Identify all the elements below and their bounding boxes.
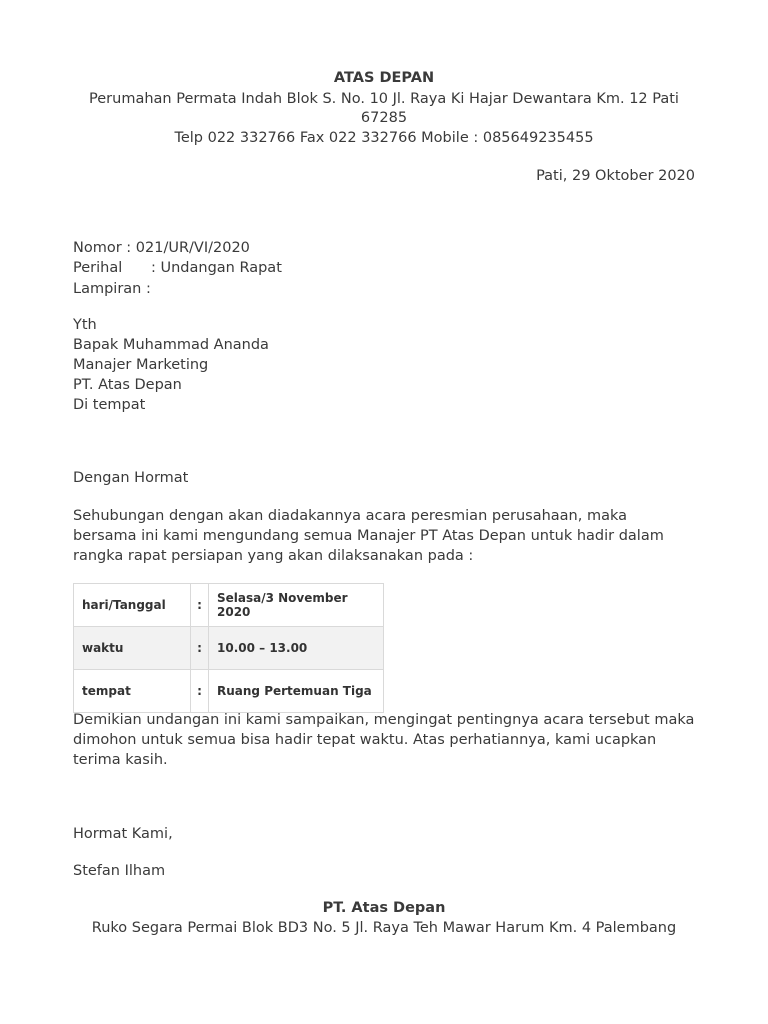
subject-value: : Undangan Rapat [151, 260, 282, 276]
schedule-separator: : [191, 627, 209, 670]
sign-off: Hormat Kami, [73, 826, 173, 842]
table-row [74, 584, 384, 627]
body-line: rangka rapat persiapan yang akan dilaksanakan pada : [73, 548, 474, 564]
schedule-value: Ruang Pertemuan Tiga [209, 670, 384, 713]
recipient-company: PT. Atas Depan [73, 377, 182, 393]
schedule-label: tempat [74, 670, 191, 713]
letter-date: Pati, 29 Oktober 2020 [536, 168, 695, 184]
recipient-yth: Yth [73, 317, 97, 333]
schedule-label: waktu [74, 627, 191, 670]
footer-company: PT. Atas Depan [322, 900, 446, 916]
schedule-separator: : [191, 670, 209, 713]
body-line: bersama ini kami mengundang semua Manajer PT Atas Depan untuk hadir dalam [73, 528, 664, 544]
closing-line: Demikian undangan ini kami sampaikan, mengingat pentingnya acara tersebut maka [73, 712, 695, 728]
subject-label: Perihal [73, 260, 123, 276]
letter-number: Nomor : 021/UR/VI/2020 [73, 240, 250, 256]
letterhead-contact: Telp 022 332766 Fax 022 332766 Mobile : 085649235455 [174, 130, 594, 146]
table-row [74, 670, 384, 713]
schedule-table [73, 583, 384, 713]
greeting: Dengan Hormat [73, 470, 189, 486]
letter-subject [73, 258, 282, 278]
letterhead-address-line2: 67285 [360, 110, 408, 126]
closing-line: terima kasih. [73, 752, 168, 768]
recipient-place: Di tempat [73, 397, 146, 413]
body-line: Sehubungan dengan akan diadakannya acara peresmian perusahaan, maka [73, 508, 627, 524]
letterhead-address-line1: Perumahan Permata Indah Blok S. No. 10 Jl. Raya Ki Hajar Dewantara Km. 12 Pati [89, 91, 679, 107]
closing-line: dimohon untuk semua bisa hadir tepat waktu. Atas perhatiannya, kami ucapkan [73, 732, 657, 748]
schedule-value: Selasa/3 November 2020 [209, 584, 384, 627]
signer-name: Stefan Ilham [73, 863, 166, 879]
table-row [74, 627, 384, 670]
footer-address: Ruko Segara Permai Blok BD3 No. 5 Jl. Raya Teh Mawar Harum Km. 4 Palembang [91, 920, 677, 936]
schedule-separator: : [191, 584, 209, 627]
schedule-label: hari/Tanggal [74, 584, 191, 627]
recipient-position: Manajer Marketing [73, 357, 209, 373]
letterhead-company: ATAS DEPAN [333, 70, 435, 86]
schedule-value: 10.00 – 13.00 [209, 627, 384, 670]
letter-attachment: Lampiran : [73, 281, 151, 297]
recipient-name: Bapak Muhammad Ananda [73, 337, 269, 353]
